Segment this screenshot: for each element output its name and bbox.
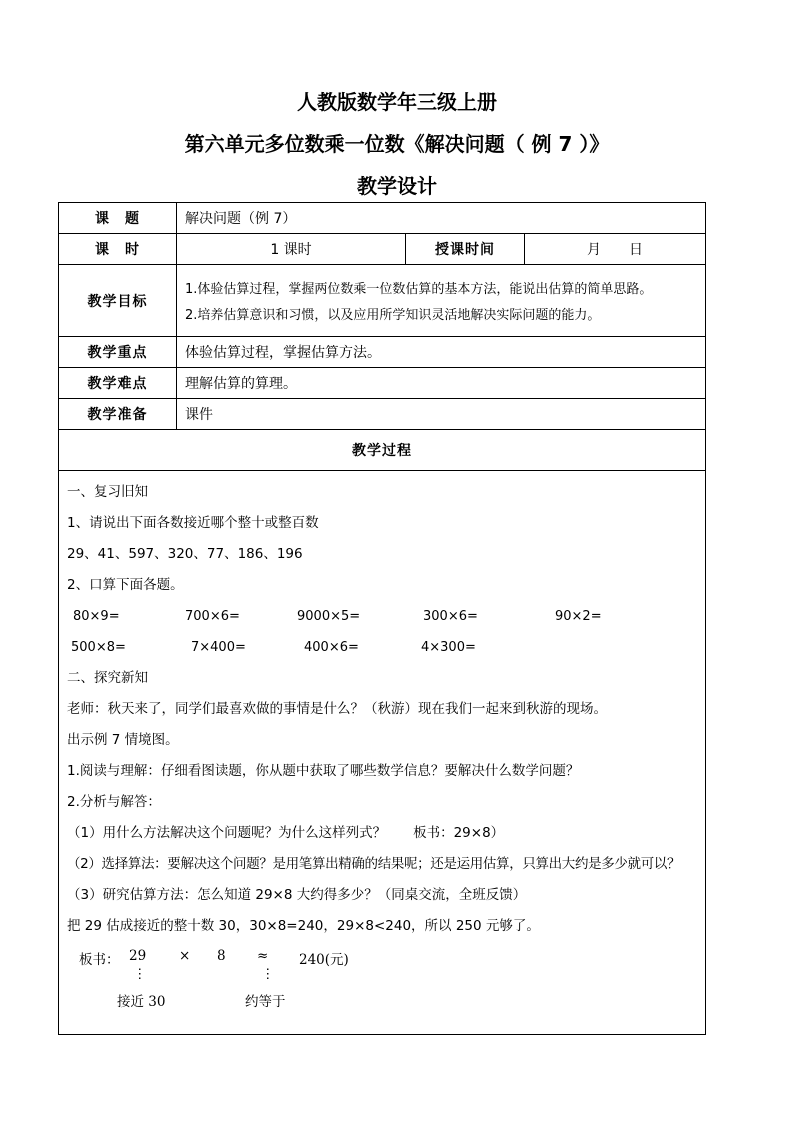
calc-item: 4×300=	[421, 640, 476, 655]
board-note-1: 接近 30	[117, 994, 166, 1010]
step-2: 2.分析与解答：	[67, 794, 161, 810]
question-2: 2、口算下面各题。	[67, 577, 184, 593]
difficulty-value: 理解估算的算理。	[177, 368, 706, 399]
document-title: 人教版数学年三级上册	[297, 90, 497, 114]
process-header-row	[59, 430, 706, 471]
difficulty-label: 教学难点	[59, 368, 177, 399]
step-2-1: （1）用什么方法解决这个问题呢？为什么这样列式？ 板书：29×8）	[67, 825, 505, 841]
board-factor-2: 8	[217, 948, 226, 964]
board-approx: ≈	[257, 948, 269, 964]
date-label: 授课时间	[406, 234, 525, 265]
topic-label: 课 题	[59, 203, 177, 234]
lesson-plan-table	[58, 202, 706, 1035]
prep-label: 教学准备	[59, 399, 177, 430]
calc-item: 500×8=	[71, 640, 126, 655]
calc-item: 300×6=	[423, 609, 478, 624]
board-dots-1: ⋮	[133, 966, 147, 982]
process-content	[59, 471, 706, 1035]
board-label: 板书：	[79, 952, 120, 968]
process-header: 教学过程	[59, 430, 706, 471]
calc-row-1	[67, 601, 697, 632]
calc-item: 7×400=	[191, 640, 246, 655]
step-1: 1.阅读与理解：仔细看图读题，你从题中获取了哪些数学信息？要解决什么数学问题？	[67, 763, 580, 779]
goal-label: 教学目标	[59, 265, 177, 337]
section-review: 一、复习旧知	[67, 484, 148, 500]
calc-row-2	[67, 632, 697, 663]
document-subtitle: 第六单元多位数乘一位数《解决问题（ 例 7 ）》	[184, 132, 610, 156]
hours-row	[59, 234, 706, 265]
teacher-intro: 老师：秋天来了，同学们最喜欢做的事情是什么？（秋游）现在我们一起来到秋游的现场。	[67, 701, 607, 717]
board-note-2: 约等于	[245, 994, 286, 1010]
calc-item: 700×6=	[185, 609, 240, 624]
goal-item-2: 2.培养估算意识和习惯，以及应用所学知识灵活地解决实际问题的能力。	[185, 308, 601, 323]
estimate-explanation: 把 29 估成接近的整十数 30，30×8=240，29×8<240，所以 250 元够了。	[67, 918, 540, 934]
show-example: 出示例 7 情境图。	[67, 732, 179, 748]
board-writing	[67, 948, 697, 1012]
process-row	[59, 471, 706, 1035]
calc-item: 90×2=	[555, 609, 602, 624]
difficulty-row	[59, 368, 706, 399]
key-value: 体验估算过程，掌握估算方法。	[177, 337, 706, 368]
topic-value: 解决问题（例 7）	[177, 203, 706, 234]
calc-item: 400×6=	[304, 640, 359, 655]
section-explore: 二、探究新知	[67, 670, 148, 686]
goal-value	[177, 265, 706, 337]
hours-value: 1 课时	[177, 234, 406, 265]
key-label: 教学重点	[59, 337, 177, 368]
goal-row	[59, 265, 706, 337]
prep-value: 课件	[177, 399, 706, 430]
topic-row	[59, 203, 706, 234]
prep-row	[59, 399, 706, 430]
document-heading: 教学设计	[357, 174, 437, 198]
calc-item: 9000×5=	[297, 609, 361, 624]
step-2-2: （2）选择算法：要解决这个问题？是用笔算出精确的结果呢；还是运用估算，只算出大约是多少就可以？	[67, 856, 681, 872]
question-1-numbers: 29、41、597、320、77、186、196	[67, 546, 303, 562]
date-value: 月 日	[525, 234, 706, 265]
key-row	[59, 337, 706, 368]
board-factor-1: 29	[129, 948, 147, 964]
calc-item: 80×9=	[73, 609, 120, 624]
goal-item-1: 1.体验估算过程，掌握两位数乘一位数估算的基本方法，能说出估算的简单思路。	[185, 282, 653, 297]
hours-label: 课 时	[59, 234, 177, 265]
board-times: ×	[179, 948, 191, 964]
step-2-3: （3）研究估算方法：怎么知道 29×8 大约得多少？（同桌交流，全班反馈）	[67, 887, 527, 903]
question-1: 1、请说出下面各数接近哪个整十或整百数	[67, 515, 319, 531]
board-result: 240(元)	[299, 952, 349, 968]
board-dots-2: ⋮	[261, 966, 275, 982]
